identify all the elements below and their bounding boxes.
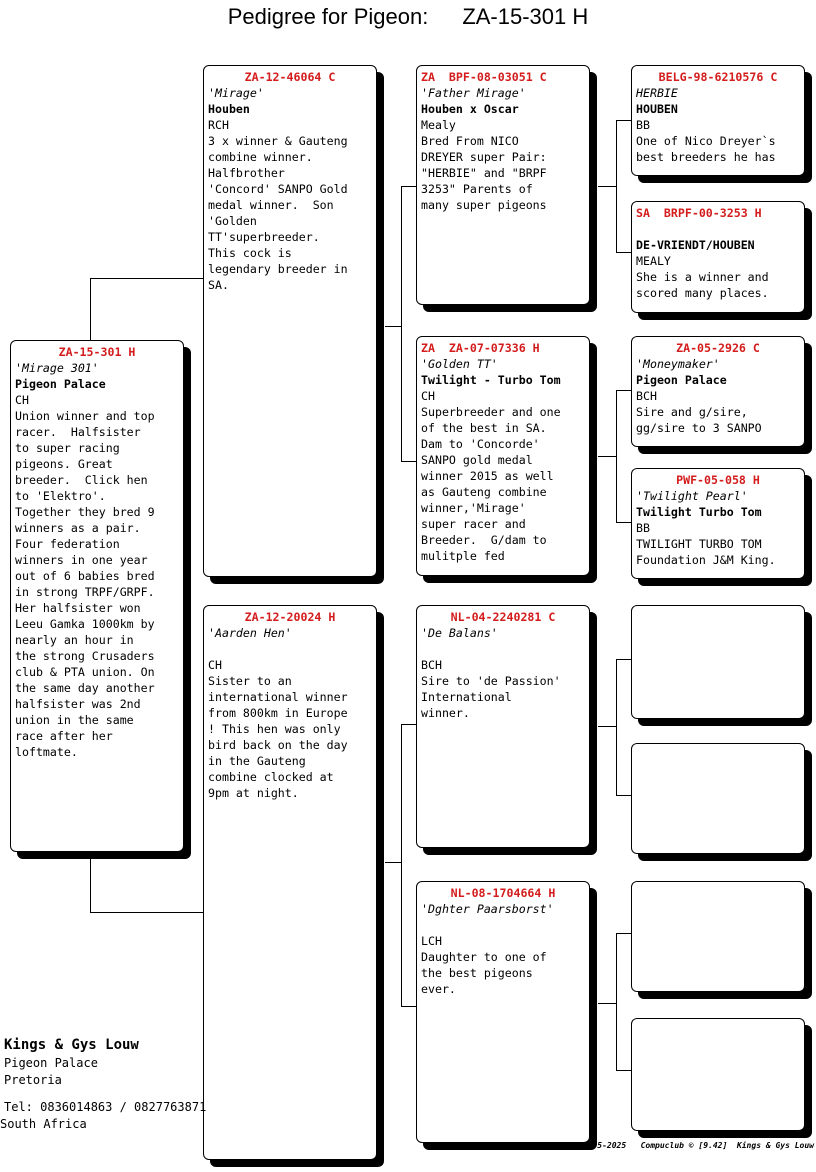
connector-line bbox=[616, 390, 632, 391]
pigeon-name: 'Dghter Paarsborst' bbox=[421, 902, 554, 916]
owner-loft: Pigeon Palace bbox=[4, 1056, 98, 1070]
pigeon-card-sire[interactable] bbox=[203, 65, 377, 577]
ring-number: ZA-15-301 H bbox=[58, 345, 136, 359]
pigeon-name bbox=[636, 221, 800, 237]
pigeon-strain: Pigeon Palace bbox=[15, 377, 106, 391]
connector-line bbox=[598, 456, 616, 457]
pigeon-name: HERBIE bbox=[636, 86, 678, 100]
note-line: TWILIGHT TURBO TOM bbox=[636, 537, 762, 551]
connector-line bbox=[401, 724, 402, 1006]
pigeon-name: 'Mirage' bbox=[208, 86, 264, 100]
note-line: Bred From NICO bbox=[421, 134, 519, 148]
connector-line bbox=[616, 252, 632, 253]
pigeon-strain: Twilight - Turbo Tom bbox=[421, 373, 561, 387]
pigeon-strain: HOUBEN bbox=[636, 102, 678, 116]
note-line: from 800km in Europe bbox=[208, 706, 348, 720]
ring-number: SA BRPF-00-3253 H bbox=[636, 206, 762, 220]
note-line: "HERBIE" and "BRPF bbox=[421, 166, 547, 180]
note-line: International bbox=[421, 690, 512, 704]
pigeon-color: BB bbox=[636, 118, 650, 132]
pigeon-card-dam-dam[interactable] bbox=[416, 881, 590, 1143]
note-line: SA. bbox=[208, 278, 229, 292]
note-line: Daughter to one of bbox=[421, 950, 547, 964]
note-line: mulitple fed bbox=[421, 549, 505, 563]
connector-line bbox=[385, 862, 401, 863]
pigeon-strain: Houben x Oscar bbox=[421, 102, 519, 116]
note-line: pigeons. Great bbox=[15, 457, 113, 471]
pigeon-name: 'Golden TT' bbox=[421, 357, 498, 371]
note-line: international winner bbox=[208, 690, 348, 704]
connector-line bbox=[616, 120, 632, 121]
ring-number: PWF-05-058 H bbox=[676, 473, 760, 487]
pigeon-strain bbox=[421, 641, 585, 657]
note-line: as Gauteng combine bbox=[421, 485, 547, 499]
pigeon-strain bbox=[421, 917, 585, 933]
connector-line bbox=[598, 186, 616, 187]
note-line: the same day another bbox=[15, 681, 155, 695]
connector-line bbox=[616, 120, 617, 252]
connector-line bbox=[401, 724, 417, 725]
note-line: scored many places. bbox=[636, 286, 769, 300]
note-line: Dam to 'Concorde' bbox=[421, 437, 540, 451]
pigeon-card-empty[interactable] bbox=[631, 1018, 805, 1131]
note-line: combine winner. bbox=[208, 150, 313, 164]
note-line: combine clocked at bbox=[208, 770, 334, 784]
connector-line bbox=[616, 659, 632, 660]
connector-line bbox=[90, 912, 204, 913]
pigeon-card-dam-sire[interactable] bbox=[416, 605, 590, 848]
title-label: Pedigree for Pigeon: bbox=[227, 4, 429, 29]
owner-name: Kings & Gys Louw bbox=[4, 1037, 139, 1053]
note-line: 9pm at night. bbox=[208, 786, 299, 800]
connector-line bbox=[616, 795, 632, 796]
pigeon-card-empty[interactable] bbox=[631, 743, 805, 854]
pigeon-name: 'Moneymaker' bbox=[636, 357, 720, 371]
pigeon-card-ss-sire[interactable] bbox=[631, 65, 805, 176]
owner-phone: Tel: 0836014863 / 0827763871 bbox=[4, 1100, 207, 1114]
pigeon-name: 'Mirage 301' bbox=[15, 361, 99, 375]
note-line: legendary breeder in bbox=[208, 262, 348, 276]
note-line: DREYER super Pair: bbox=[421, 150, 547, 164]
connector-line bbox=[616, 390, 617, 522]
note-line: out of 6 babies bred bbox=[15, 569, 155, 583]
connector-line bbox=[385, 326, 401, 327]
note-line: Together they bred 9 bbox=[15, 505, 155, 519]
connector-line bbox=[90, 278, 91, 341]
note-line: to 'Elektro'. bbox=[15, 489, 106, 503]
pigeon-color: BCH bbox=[421, 658, 442, 672]
pigeon-color: MEALY bbox=[636, 254, 671, 268]
note-line: racer. Halfsister bbox=[15, 425, 141, 439]
pigeon-color: RCH bbox=[208, 118, 229, 132]
pigeon-card-ss-dam[interactable] bbox=[631, 201, 805, 313]
note-line: Sire to 'de Passion' bbox=[421, 674, 561, 688]
note-line: TT'superbreeder. bbox=[208, 230, 320, 244]
note-line: ever. bbox=[421, 982, 456, 996]
ring-number: NL-08-1704664 H bbox=[450, 886, 556, 900]
connector-line bbox=[598, 1003, 616, 1004]
pigeon-color: CH bbox=[208, 658, 222, 672]
pigeon-strain: Pigeon Palace bbox=[636, 373, 727, 387]
note-line: in strong TRPF/GRPF. bbox=[15, 585, 155, 599]
pigeon-card-sire-sire[interactable] bbox=[416, 65, 590, 305]
note-line: medal winner. Son bbox=[208, 198, 334, 212]
ring-number: ZA-05-2926 C bbox=[676, 341, 760, 355]
pigeon-card-empty[interactable] bbox=[631, 605, 805, 719]
pigeon-color: BCH bbox=[636, 389, 657, 403]
note-line: Four federation bbox=[15, 537, 120, 551]
pigeon-color: BB bbox=[636, 521, 650, 535]
note-line: winner,'Mirage' bbox=[421, 501, 526, 515]
note-line: race after her bbox=[15, 729, 113, 743]
note-line: breeder. Click hen bbox=[15, 473, 148, 487]
ring-number: BELG-98-6210576 C bbox=[658, 70, 778, 84]
connector-line bbox=[401, 461, 417, 462]
ring-number: NL-04-2240281 C bbox=[450, 610, 556, 624]
pigeon-strain: Houben bbox=[208, 102, 250, 116]
note-line: Halfbrother bbox=[208, 166, 285, 180]
pigeon-card-sire-dam[interactable] bbox=[416, 336, 590, 576]
note-line: Foundation J&M King. bbox=[636, 553, 776, 567]
note-line: the best pigeons bbox=[421, 966, 533, 980]
note-line: ! This hen was only bbox=[208, 722, 341, 736]
pigeon-strain bbox=[208, 641, 372, 657]
pigeon-card-empty[interactable] bbox=[631, 881, 805, 992]
note-line: club & PTA union. On bbox=[15, 665, 155, 679]
note-line: loftmate. bbox=[15, 745, 78, 759]
pigeon-strain: DE-VRIENDT/HOUBEN bbox=[636, 238, 755, 252]
note-line: This cock is bbox=[208, 246, 292, 260]
note-line: to super racing bbox=[15, 441, 120, 455]
pigeon-color: CH bbox=[421, 389, 435, 403]
connector-line bbox=[401, 186, 417, 187]
connector-line bbox=[616, 1070, 632, 1071]
note-line: gg/sire to 3 SANPO bbox=[636, 421, 762, 435]
pigeon-color: Mealy bbox=[421, 118, 456, 132]
pigeon-name: 'Twilight Pearl' bbox=[636, 489, 748, 503]
connector-line bbox=[401, 1006, 417, 1007]
title-ring: ZA-15-301 H bbox=[462, 4, 589, 29]
owner-city: Pretoria bbox=[4, 1073, 62, 1087]
note-line: She is a winner and bbox=[636, 270, 769, 284]
note-line: union in the same bbox=[15, 713, 134, 727]
note-line: 3 x winner & Gauteng bbox=[208, 134, 348, 148]
note-line: 'Concord' SANPO Gold bbox=[208, 182, 348, 196]
pigeon-card-sd-dam[interactable] bbox=[631, 468, 805, 579]
ring-number: ZA-12-20024 H bbox=[244, 610, 336, 624]
note-line: winners in one year bbox=[15, 553, 148, 567]
note-line: nearly an hour in bbox=[15, 633, 134, 647]
note-line: best breeders he has bbox=[636, 150, 776, 164]
note-line: bird back on the day bbox=[208, 738, 348, 752]
connector-line bbox=[90, 852, 91, 912]
pigeon-card-sd-sire[interactable] bbox=[631, 336, 805, 447]
pigeon-color: CH bbox=[15, 393, 29, 407]
note-line: winners as a pair. bbox=[15, 521, 141, 535]
connector-line bbox=[616, 522, 632, 523]
note-line: Sister to an bbox=[208, 674, 292, 688]
note-line: Leeu Gamka 1000km by bbox=[15, 617, 155, 631]
note-line: winner. bbox=[421, 706, 470, 720]
connector-line bbox=[401, 186, 402, 461]
note-line: Her halfsister won bbox=[15, 601, 141, 615]
note-line: 'Golden bbox=[208, 214, 257, 228]
pigeon-name: 'Aarden Hen' bbox=[208, 626, 292, 640]
ring-number: ZA BPF-08-03051 C bbox=[421, 70, 547, 84]
note-line: 3253" Parents of bbox=[421, 182, 533, 196]
ring-number: ZA ZA-07-07336 H bbox=[421, 341, 540, 355]
note-line: the strong Crusaders bbox=[15, 649, 155, 663]
note-line: winner 2015 as well bbox=[421, 469, 554, 483]
note-line: Breeder. G/dam to bbox=[421, 533, 547, 547]
connector-line bbox=[616, 933, 632, 934]
note-line: many super pigeons bbox=[421, 198, 547, 212]
connector-line bbox=[616, 933, 617, 1070]
connector-line bbox=[90, 278, 204, 279]
pigeon-name: 'Father Mirage' bbox=[421, 86, 526, 100]
owner-country: South Africa bbox=[0, 1117, 87, 1131]
pigeon-card-dam[interactable] bbox=[203, 605, 377, 1160]
note-line: halfsister was 2nd bbox=[15, 697, 141, 711]
note-line: of the best in SA. bbox=[421, 421, 547, 435]
pigeon-strain: Twilight Turbo Tom bbox=[636, 505, 762, 519]
connector-line bbox=[598, 726, 616, 727]
note-line: super racer and bbox=[421, 517, 526, 531]
ring-number: ZA-12-46064 C bbox=[244, 70, 336, 84]
connector-line bbox=[616, 659, 617, 795]
pigeon-card-subject[interactable] bbox=[10, 340, 184, 852]
note-line: One of Nico Dreyer`s bbox=[636, 134, 776, 148]
pigeon-name: 'De Balans' bbox=[421, 626, 498, 640]
pigeon-color: LCH bbox=[421, 934, 442, 948]
note-line: Superbreeder and one bbox=[421, 405, 561, 419]
note-line: SANPO gold medal bbox=[421, 453, 533, 467]
footer-credit: 05-05-2025 Compuclub © [9.42] Kings & Gys Louw bbox=[577, 1141, 814, 1150]
note-line: Sire and g/sire, bbox=[636, 405, 748, 419]
page-title bbox=[0, 4, 816, 30]
note-line: in the Gauteng bbox=[208, 754, 306, 768]
owner-info bbox=[0, 1035, 207, 1133]
note-line: Union winner and top bbox=[15, 409, 155, 423]
